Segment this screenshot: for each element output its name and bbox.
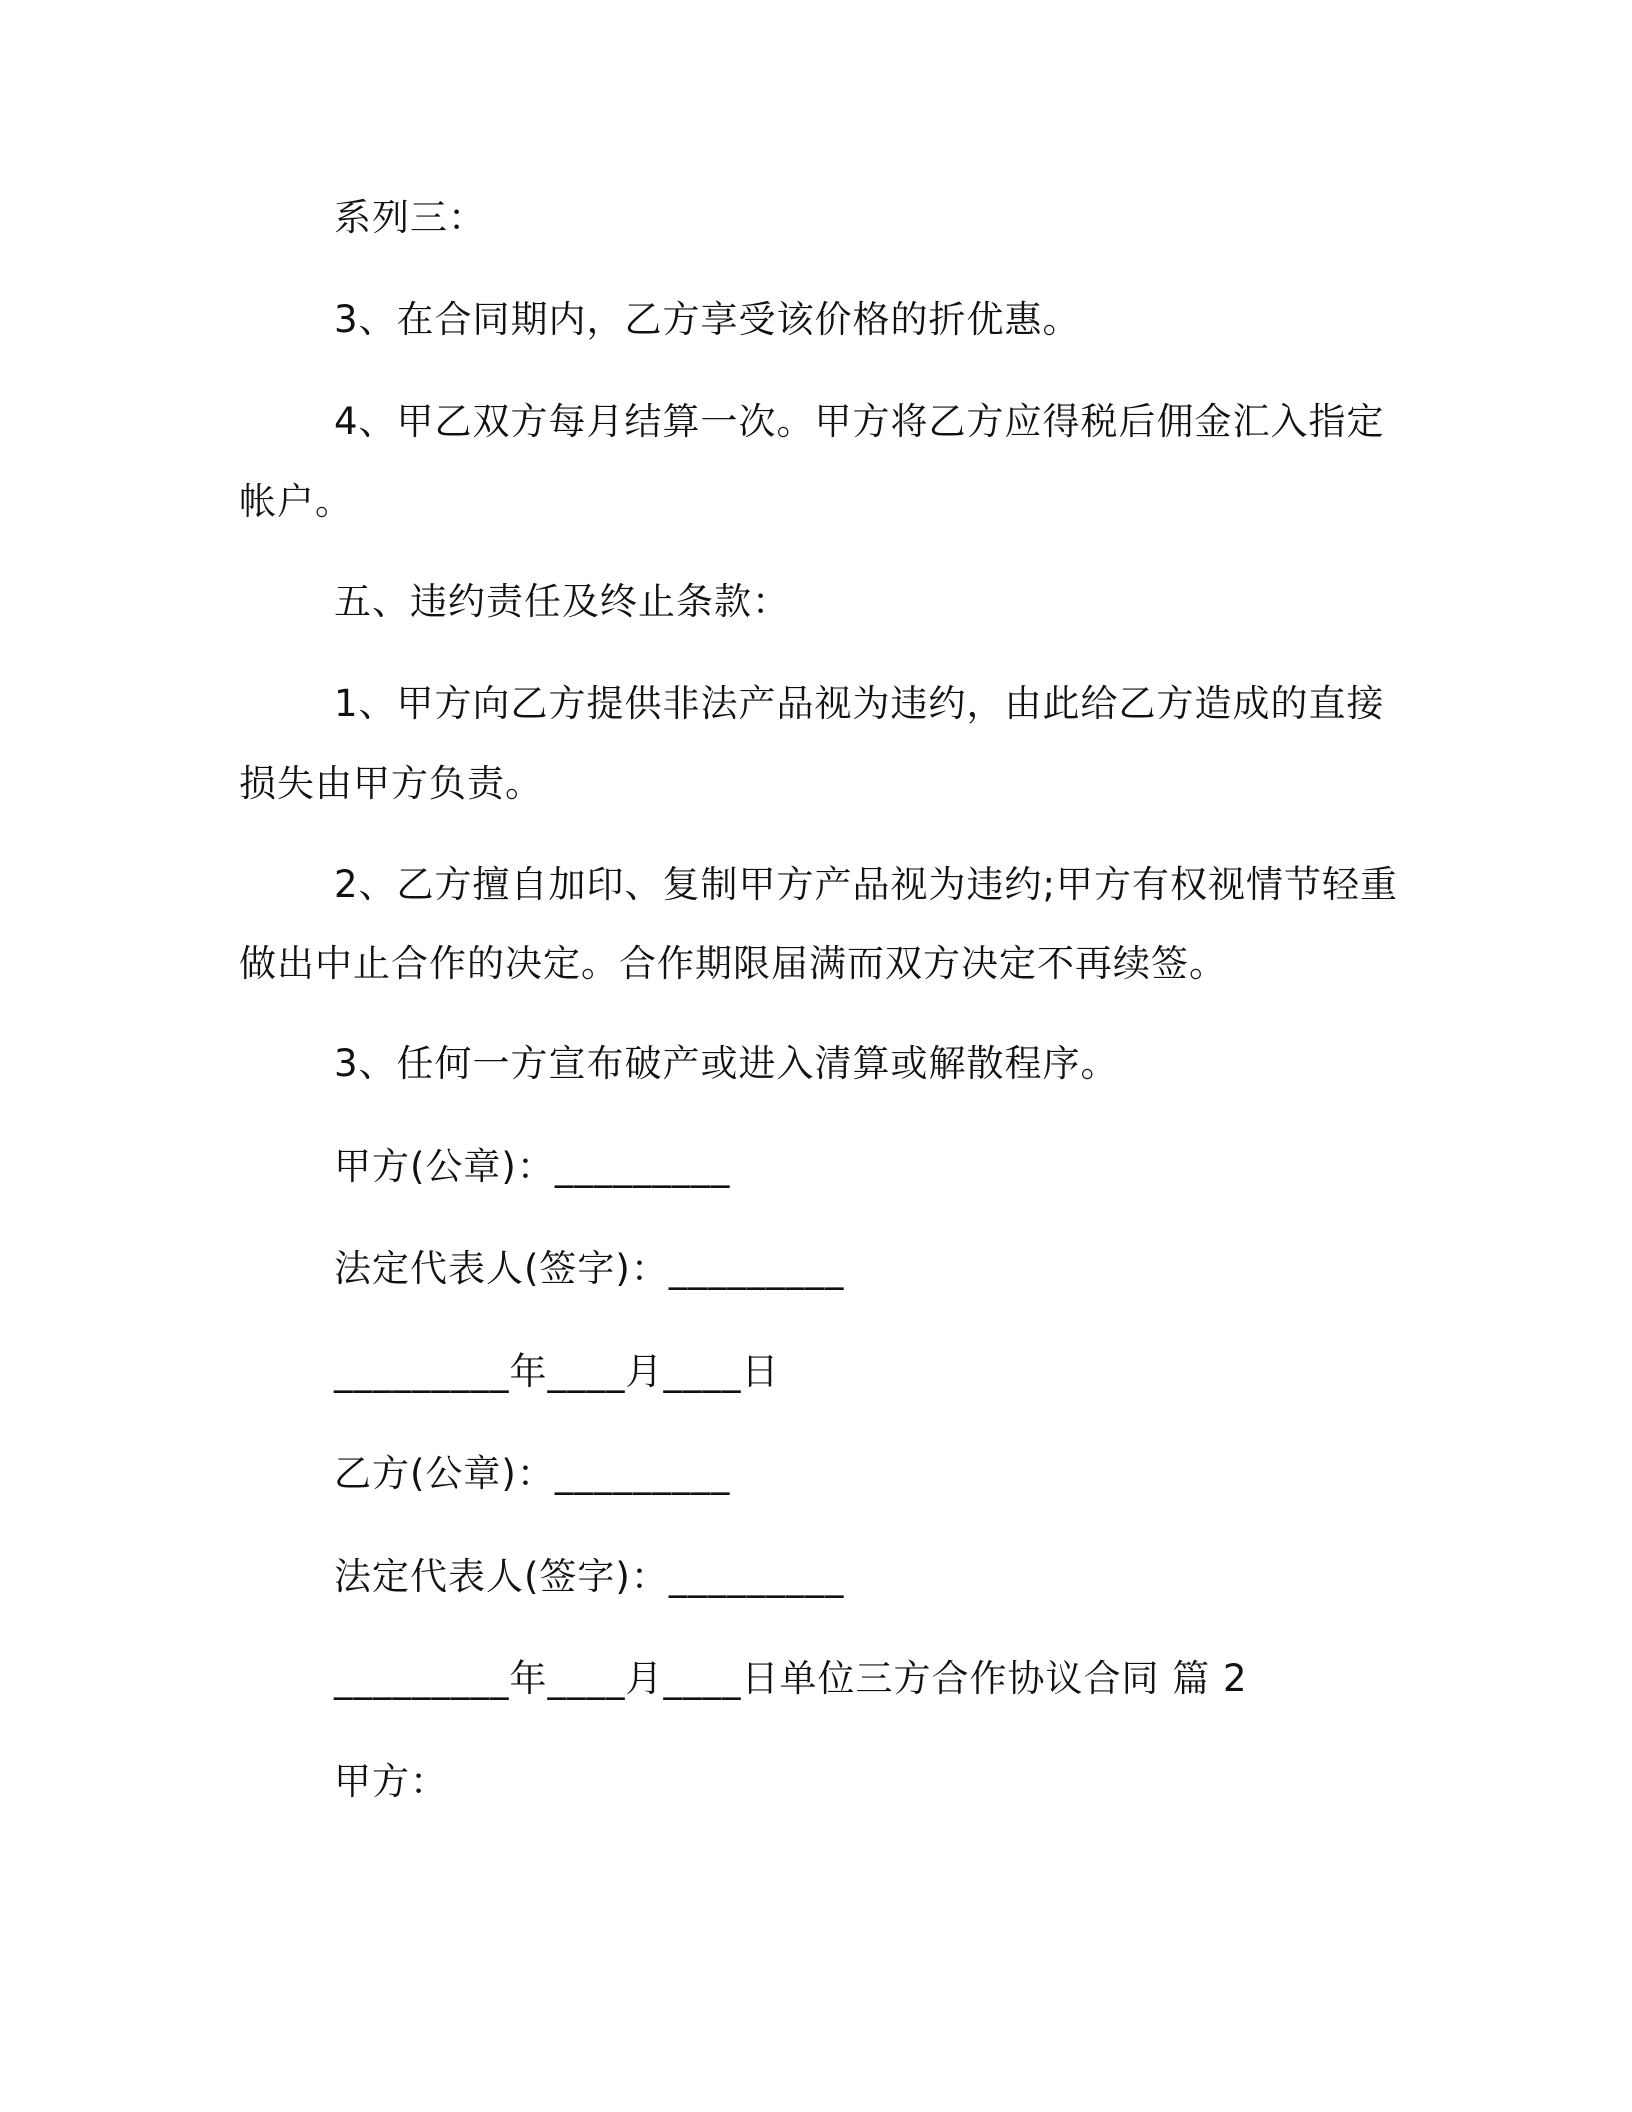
party-a-seal: 甲方(公章)：_________ [334, 1145, 731, 1188]
clause-2-breach-cont: 做出中止合作的决定。合作期限届满而双方决定不再续签。 [239, 942, 1227, 985]
party-b-date-and-title: _________年____月____日单位三方合作协议合同 篇 2 [334, 1657, 1248, 1700]
clause-1-breach-cont: 损失由甲方负责。 [239, 762, 543, 805]
section-5-heading: 五、违约责任及终止条款： [334, 580, 790, 623]
clause-4-settlement-cont: 帐户。 [239, 480, 353, 523]
clause-1-breach: 1、甲方向乙方提供非法产品视为违约，由此给乙方造成的直接 [334, 682, 1385, 725]
series-heading: 系列三： [334, 196, 486, 239]
clause-4-settlement: 4、甲乙双方每月结算一次。甲方将乙方应得税后佣金汇入指定 [334, 400, 1385, 443]
party-b-seal: 乙方(公章)：_________ [334, 1452, 731, 1495]
party-a-representative: 法定代表人(签字)：_________ [334, 1247, 845, 1290]
clause-3-bankruptcy: 3、任何一方宣布破产或进入清算或解散程序。 [334, 1042, 1119, 1085]
clause-3-discount: 3、在合同期内，乙方享受该价格的折优惠。 [334, 298, 1081, 341]
clause-2-breach: 2、乙方擅自加印、复制甲方产品视为违约;甲方有权视情节轻重 [334, 863, 1399, 906]
party-b-representative: 法定代表人(签字)：_________ [334, 1555, 845, 1598]
next-contract-party-a: 甲方： [334, 1760, 448, 1803]
party-a-date: _________年____月____日 [334, 1350, 780, 1393]
